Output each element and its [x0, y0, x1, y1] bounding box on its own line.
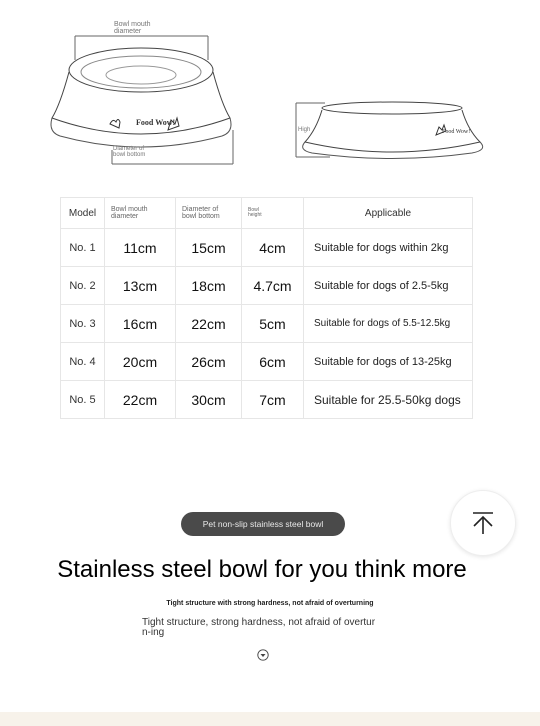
cell-bottom: 18cm — [176, 267, 242, 305]
chevron-down-circle-icon[interactable] — [257, 649, 269, 661]
cell-applicable: Suitable for dogs of 13-25kg — [304, 343, 473, 381]
brand-logo-text-small: Food Wow! — [442, 129, 471, 135]
table-row — [61, 343, 473, 381]
cell-mouth: 20cm — [105, 343, 176, 381]
cell-applicable: Suitable for dogs within 2kg — [304, 229, 473, 267]
cell-mouth: 13cm — [105, 267, 176, 305]
header-mouth-diameter: Bowl mouth diameter — [105, 198, 176, 229]
table-header-row — [61, 198, 473, 229]
table-row — [61, 381, 473, 419]
cell-applicable: Suitable for 25.5-50kg dogs — [304, 381, 473, 419]
header-applicable: Applicable — [304, 198, 473, 229]
cell-height: 6cm — [242, 343, 304, 381]
cell-height: 4cm — [242, 229, 304, 267]
section-subline: Tight structure with strong hardness, not afraid of overturning — [166, 600, 374, 607]
bowl-diagram — [0, 0, 540, 175]
table-row — [61, 229, 473, 267]
cell-mouth: 11cm — [105, 229, 176, 267]
cell-mouth: 22cm — [105, 381, 176, 419]
table-row — [61, 267, 473, 305]
bowl-mouth-label: Bowl mouth diameter — [114, 21, 151, 35]
cell-height: 5cm — [242, 305, 304, 343]
section-description: Tight structure, strong hardness, not afraid of overturn-ing — [142, 617, 376, 638]
cell-bottom: 22cm — [176, 305, 242, 343]
cell-model: No. 2 — [61, 267, 105, 305]
cell-model: No. 4 — [61, 343, 105, 381]
size-spec-table — [60, 197, 473, 419]
cell-bottom: 30cm — [176, 381, 242, 419]
bowl-bottom-label: Diameter of bowl bottom — [113, 146, 146, 158]
cell-height: 4.7cm — [242, 267, 304, 305]
cell-applicable: Suitable for dogs of 2.5-5kg — [304, 267, 473, 305]
cell-model: No. 5 — [61, 381, 105, 419]
cell-model: No. 1 — [61, 229, 105, 267]
brand-logo-text-large: Food Wow! — [136, 118, 176, 127]
cell-bottom: 26cm — [176, 343, 242, 381]
header-model: Model — [61, 198, 105, 229]
height-label: High — [298, 127, 311, 133]
large-bowl-illustration — [51, 36, 233, 164]
cell-height: 7cm — [242, 381, 304, 419]
cell-model: No. 3 — [61, 305, 105, 343]
table-row — [61, 305, 473, 343]
cell-bottom: 15cm — [176, 229, 242, 267]
header-bowl-height: Bowl height — [242, 198, 304, 229]
bottom-image-edge — [0, 712, 540, 726]
back-to-top-button[interactable] — [450, 490, 516, 556]
arrow-up-to-top-icon — [471, 511, 495, 535]
cell-mouth: 16cm — [105, 305, 176, 343]
section-headline: Stainless steel bowl for you think more — [57, 556, 467, 583]
product-tag-pill: Pet non-slip stainless steel bowl — [181, 512, 345, 536]
cell-applicable: Suitable for dogs of 5.5-12.5kg — [304, 305, 473, 343]
header-bottom-diameter: Diameter of bowl bottom — [176, 198, 242, 229]
